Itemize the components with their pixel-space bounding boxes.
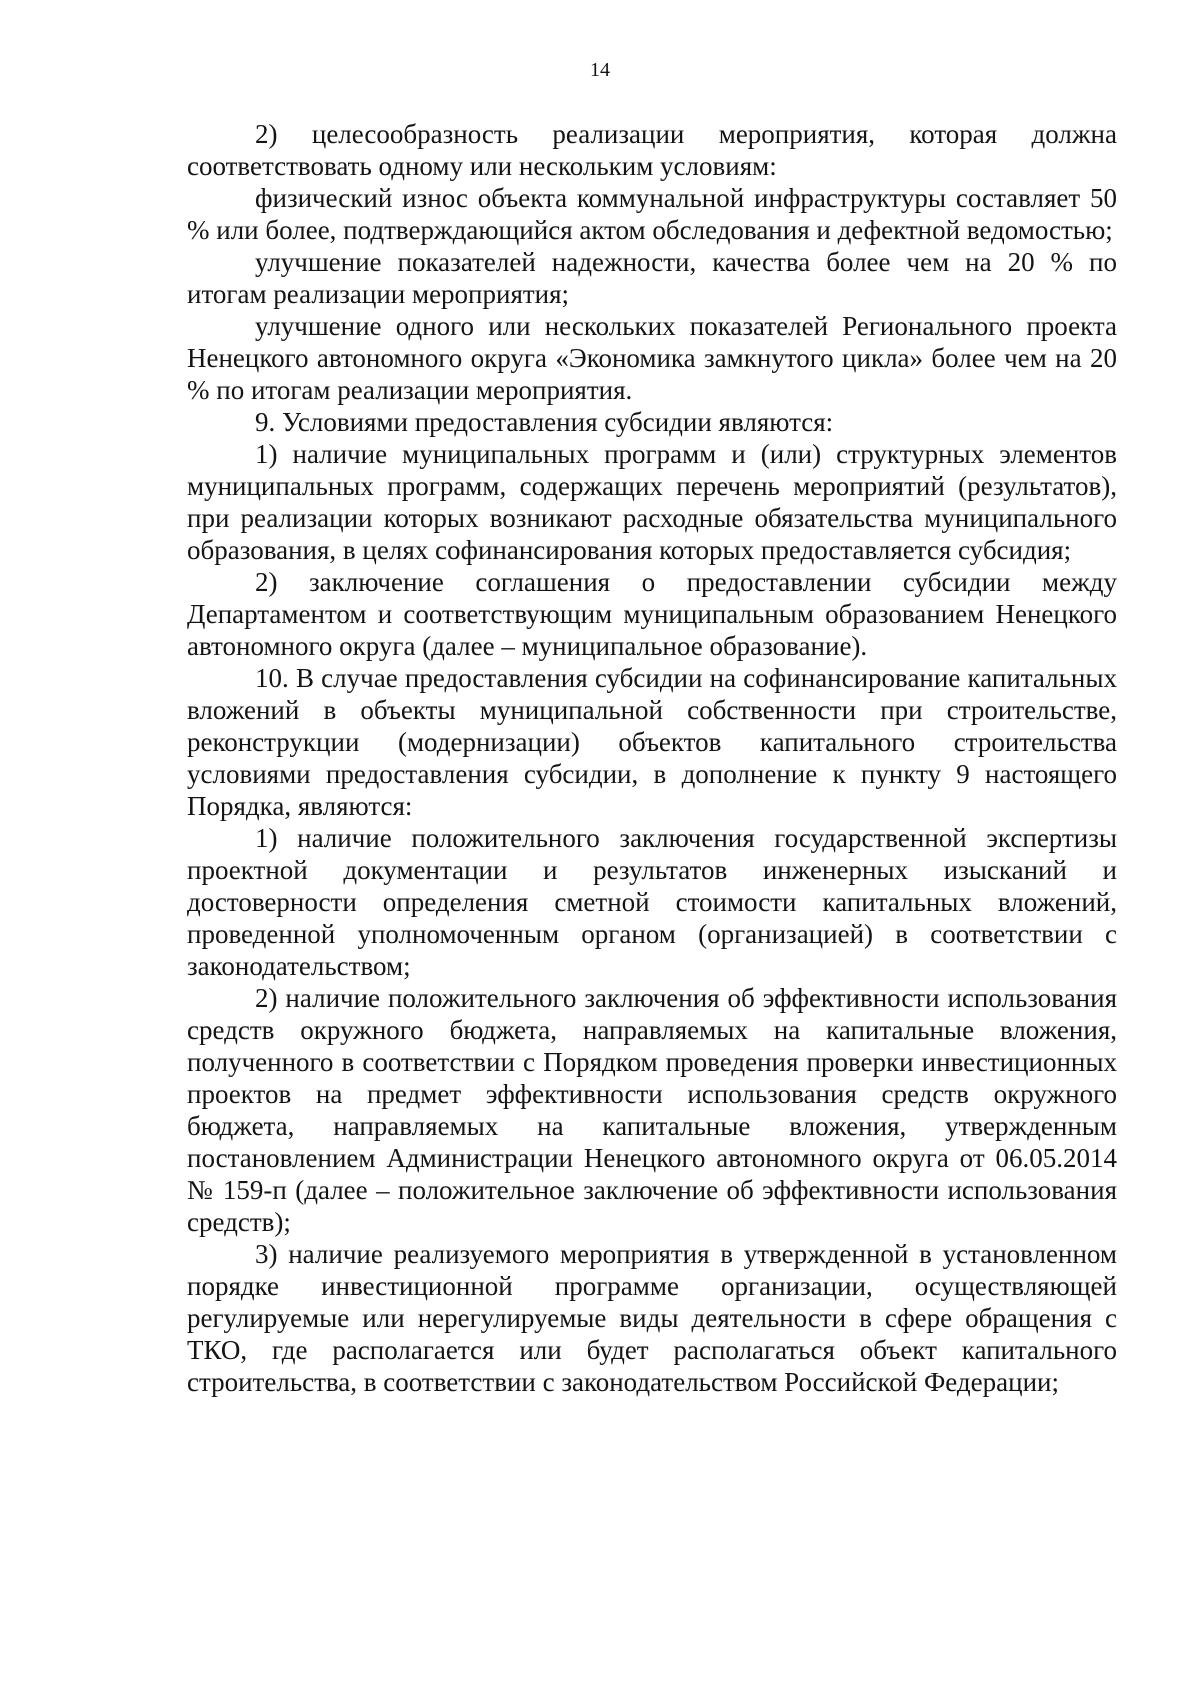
paragraph: 2) целесообразность реализации мероприятия, которая должна соответствовать одному или нескольким условиям: [187, 119, 1117, 181]
paragraph: 1) наличие положительного заключения государственной экспертизы проектной документации и результатов инженерных изысканий и достоверности определения сметной стоимости капитальных вложений, проведенной уполномоченным органом (организацией) в соответствии с законодательством; [187, 823, 1117, 981]
paragraph: 9. Условиями предоставления субсидии являются: [255, 407, 834, 437]
paragraph: 2) наличие положительного заключения об эффективности использования средств окружного бюджета, направляемых на капитальные вложения, полученного в соответствии с Порядком проведения проверки инвестиционных проектов на предмет эффективности использования средств окружного бюджета, направляемых на капитальные вложения, утвержденным постановлением Администрации Ненецкого автономного округа от 06.05.2014 № 159-п (далее – положительное заключение об эффективности использования средств); [187, 983, 1117, 1237]
paragraph: улучшение показателей надежности, качества более чем на 20 % по итогам реализации мероприятия; [187, 247, 1117, 309]
paragraph: 1) наличие муниципальных программ и (или) структурных элементов муниципальных программ, содержащих перечень мероприятий (результатов), при реализации которых возникают расходные обязательства муниципального образования, в целях софинансирования которых предоставляется субсидия; [187, 439, 1117, 565]
page-number: 14 [590, 59, 610, 81]
paragraph: улучшение одного или нескольких показателей Регионального проекта Ненецкого автономного округа «Экономика замкнутого цикла» более чем на 20 % по итогам реализации мероприятия. [187, 311, 1117, 405]
paragraph: 10. В случае предоставления субсидии на софинансирование капитальных вложений в объекты муниципальной собственности при строительстве, реконструкции (модернизации) объектов капитального строительства условиями предоставления субсидии, в дополнение к пункту 9 настоящего Порядка, являются: [187, 663, 1117, 821]
paragraph: 3) наличие реализуемого мероприятия в утвержденной в установленном порядке инвестиционной программе организации, осуществляющей регулируемые или нерегулируемые виды деятельности в сфере обращения с ТКО, где располагается или будет располагаться объект капитального строительства, в соответствии с законодательством Российской Федерации; [187, 1239, 1117, 1397]
paragraph: 2) заключение соглашения о предоставлении субсидии между Департаментом и соответствующим муниципальным образованием Ненецкого автономного округа (далее – муниципальное образование). [187, 567, 1117, 661]
paragraph: физический износ объекта коммунальной инфраструктуры составляет 50 % или более, подтверждающийся актом обследования и дефектной ведомостью; [187, 183, 1117, 245]
document-body [187, 118, 1117, 1398]
